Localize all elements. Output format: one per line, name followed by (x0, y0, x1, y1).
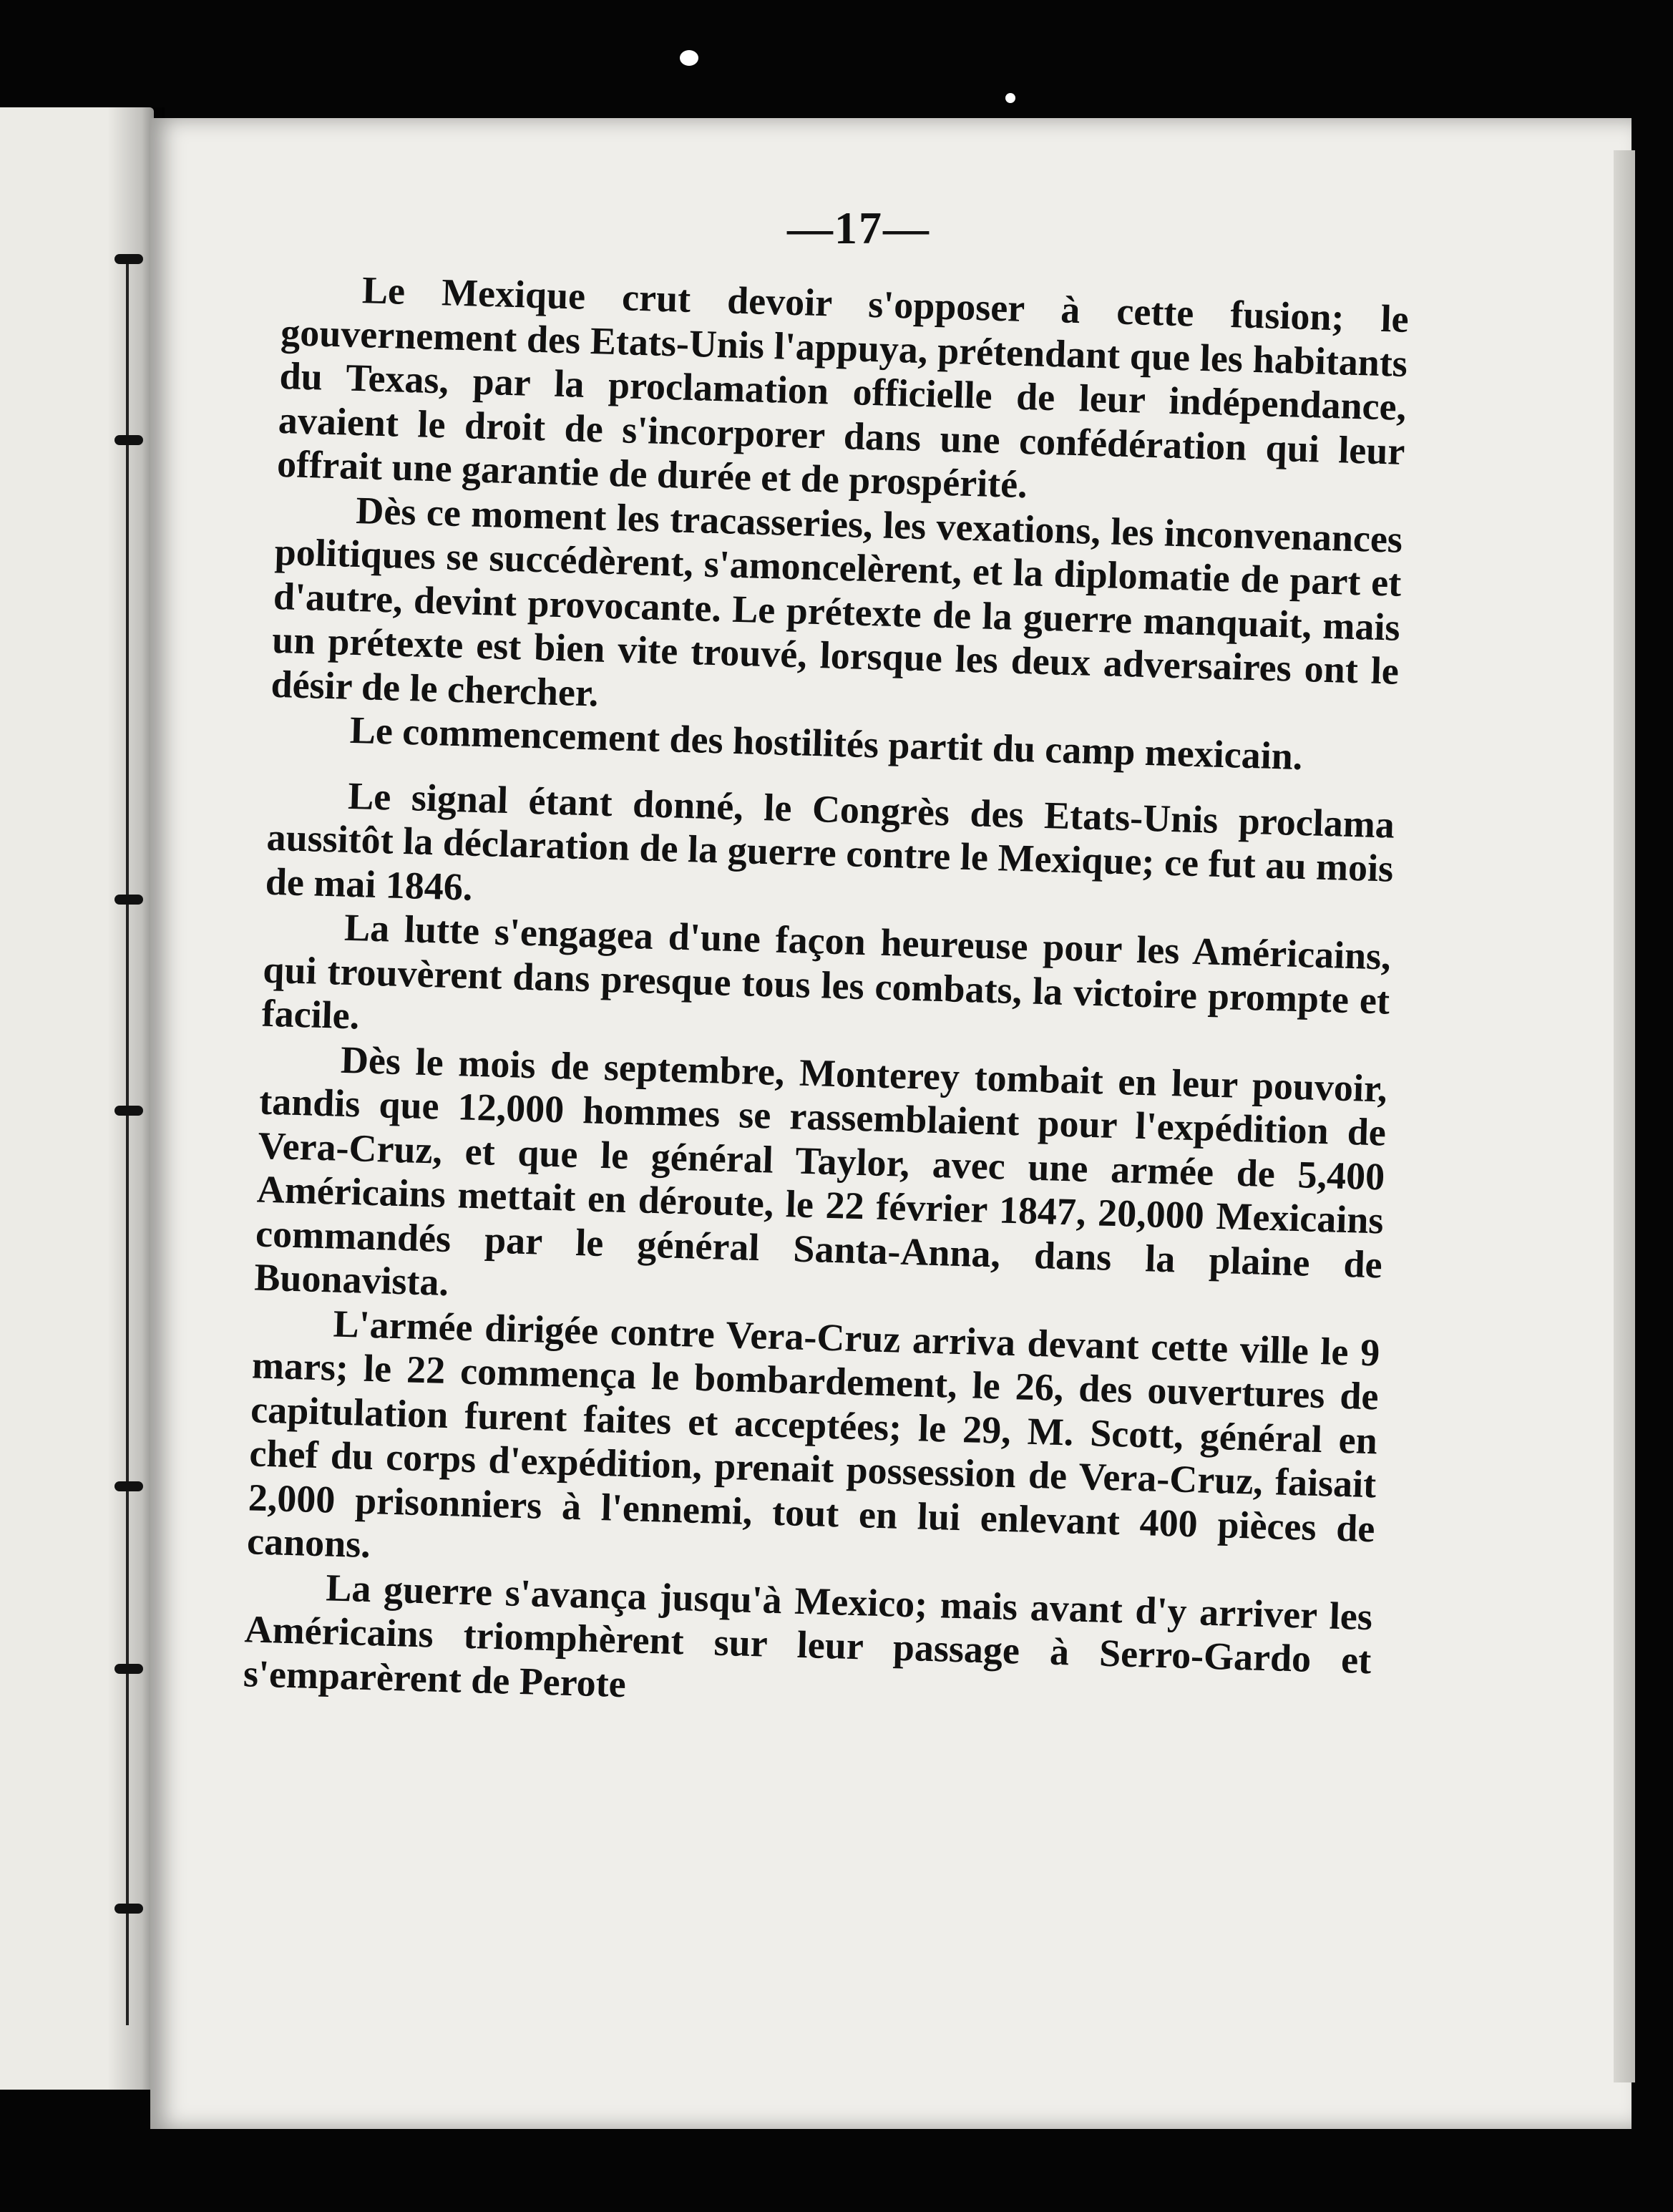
page-number: —17— (787, 203, 930, 253)
binding-thread (126, 258, 129, 2025)
paragraph: Le commencement des hostilités partit du camp mexicain. (349, 708, 1304, 779)
binding-stitch (114, 1481, 143, 1491)
paragraph: La lutte s'engagea d'une façon heureuse pour les Américains, qui trouvèrent dans presque tous les combats, la victoire prompte et facile. (261, 905, 1392, 1038)
body-text (243, 266, 1409, 1727)
page-edge (1614, 150, 1635, 2082)
paragraph: Dès ce moment les tracasseries, les vexations, les inconvenances politiques se succédèrent, s'amoncelèrent, et la diplomatie de part et d'autre, devint provocante. Le prétexte de la guerre manquait, mais un prétexte est bien vite trouvé, lorsque les deux adversaires ont le désir de le chercher. (270, 488, 1403, 715)
paragraph: Le signal étant donné, le Congrès des Etats-Unis proclama aussitôt la déclaration de la guerre contre le Mexique; ce fut au mois de mai 1846. (265, 774, 1395, 909)
paragraph: Dès le mois de septembre, Monterey tombait en leur pouvoir, tandis que 12,000 hommes se rassemblaient pour l'expédition de Vera-Cruz, et que le général Taylor, avec une armée de 5,400 Américains mettait en déroute, le 22 février 1847, 20,000 Mexicains commandés par le général Santa-Anna, dans la plaine de Buonavista. (253, 1038, 1388, 1305)
paragraph: Le Mexique crut devoir s'opposer à cette fusion; le gouvernement des Etats-Unis l'appuya, prétendant que les habitants du Texas, par la proclamation officielle de leur indépendance, avaient le droit de s'incorporer dans une confédération qui leur offrait une garantie de durée et de prospérité. (276, 268, 1410, 507)
paragraph: La guerre s'avança jusqu'à Mexico; mais avant d'y arriver les Américains triomphèrent sur leur passage à Serro-Gardo et s'emparèrent de Perote (243, 1565, 1373, 1705)
binding-stitch (114, 895, 143, 905)
binding-stitch (114, 1904, 143, 1914)
binding-stitch (114, 1106, 143, 1116)
binding-stitch (114, 1664, 143, 1674)
dust-speck (680, 50, 698, 66)
paragraph: L'armée dirigée contre Vera-Cruz arriva devant cette ville le 9 mars; le 22 commença le bombardement, le 26, des ouvertures de capitulation furent faites et acceptées; le 29, M. Scott, général en chef du corps d'expédition, prenait possession de Vera-Cruz, faisait 2,000 prisonniers à l'ennemi, tout en lui enlevant 400 pièces de canons. (246, 1302, 1381, 1567)
binding-stitch (114, 254, 143, 264)
dust-speck (1005, 93, 1015, 103)
binding-stitch (114, 435, 143, 445)
